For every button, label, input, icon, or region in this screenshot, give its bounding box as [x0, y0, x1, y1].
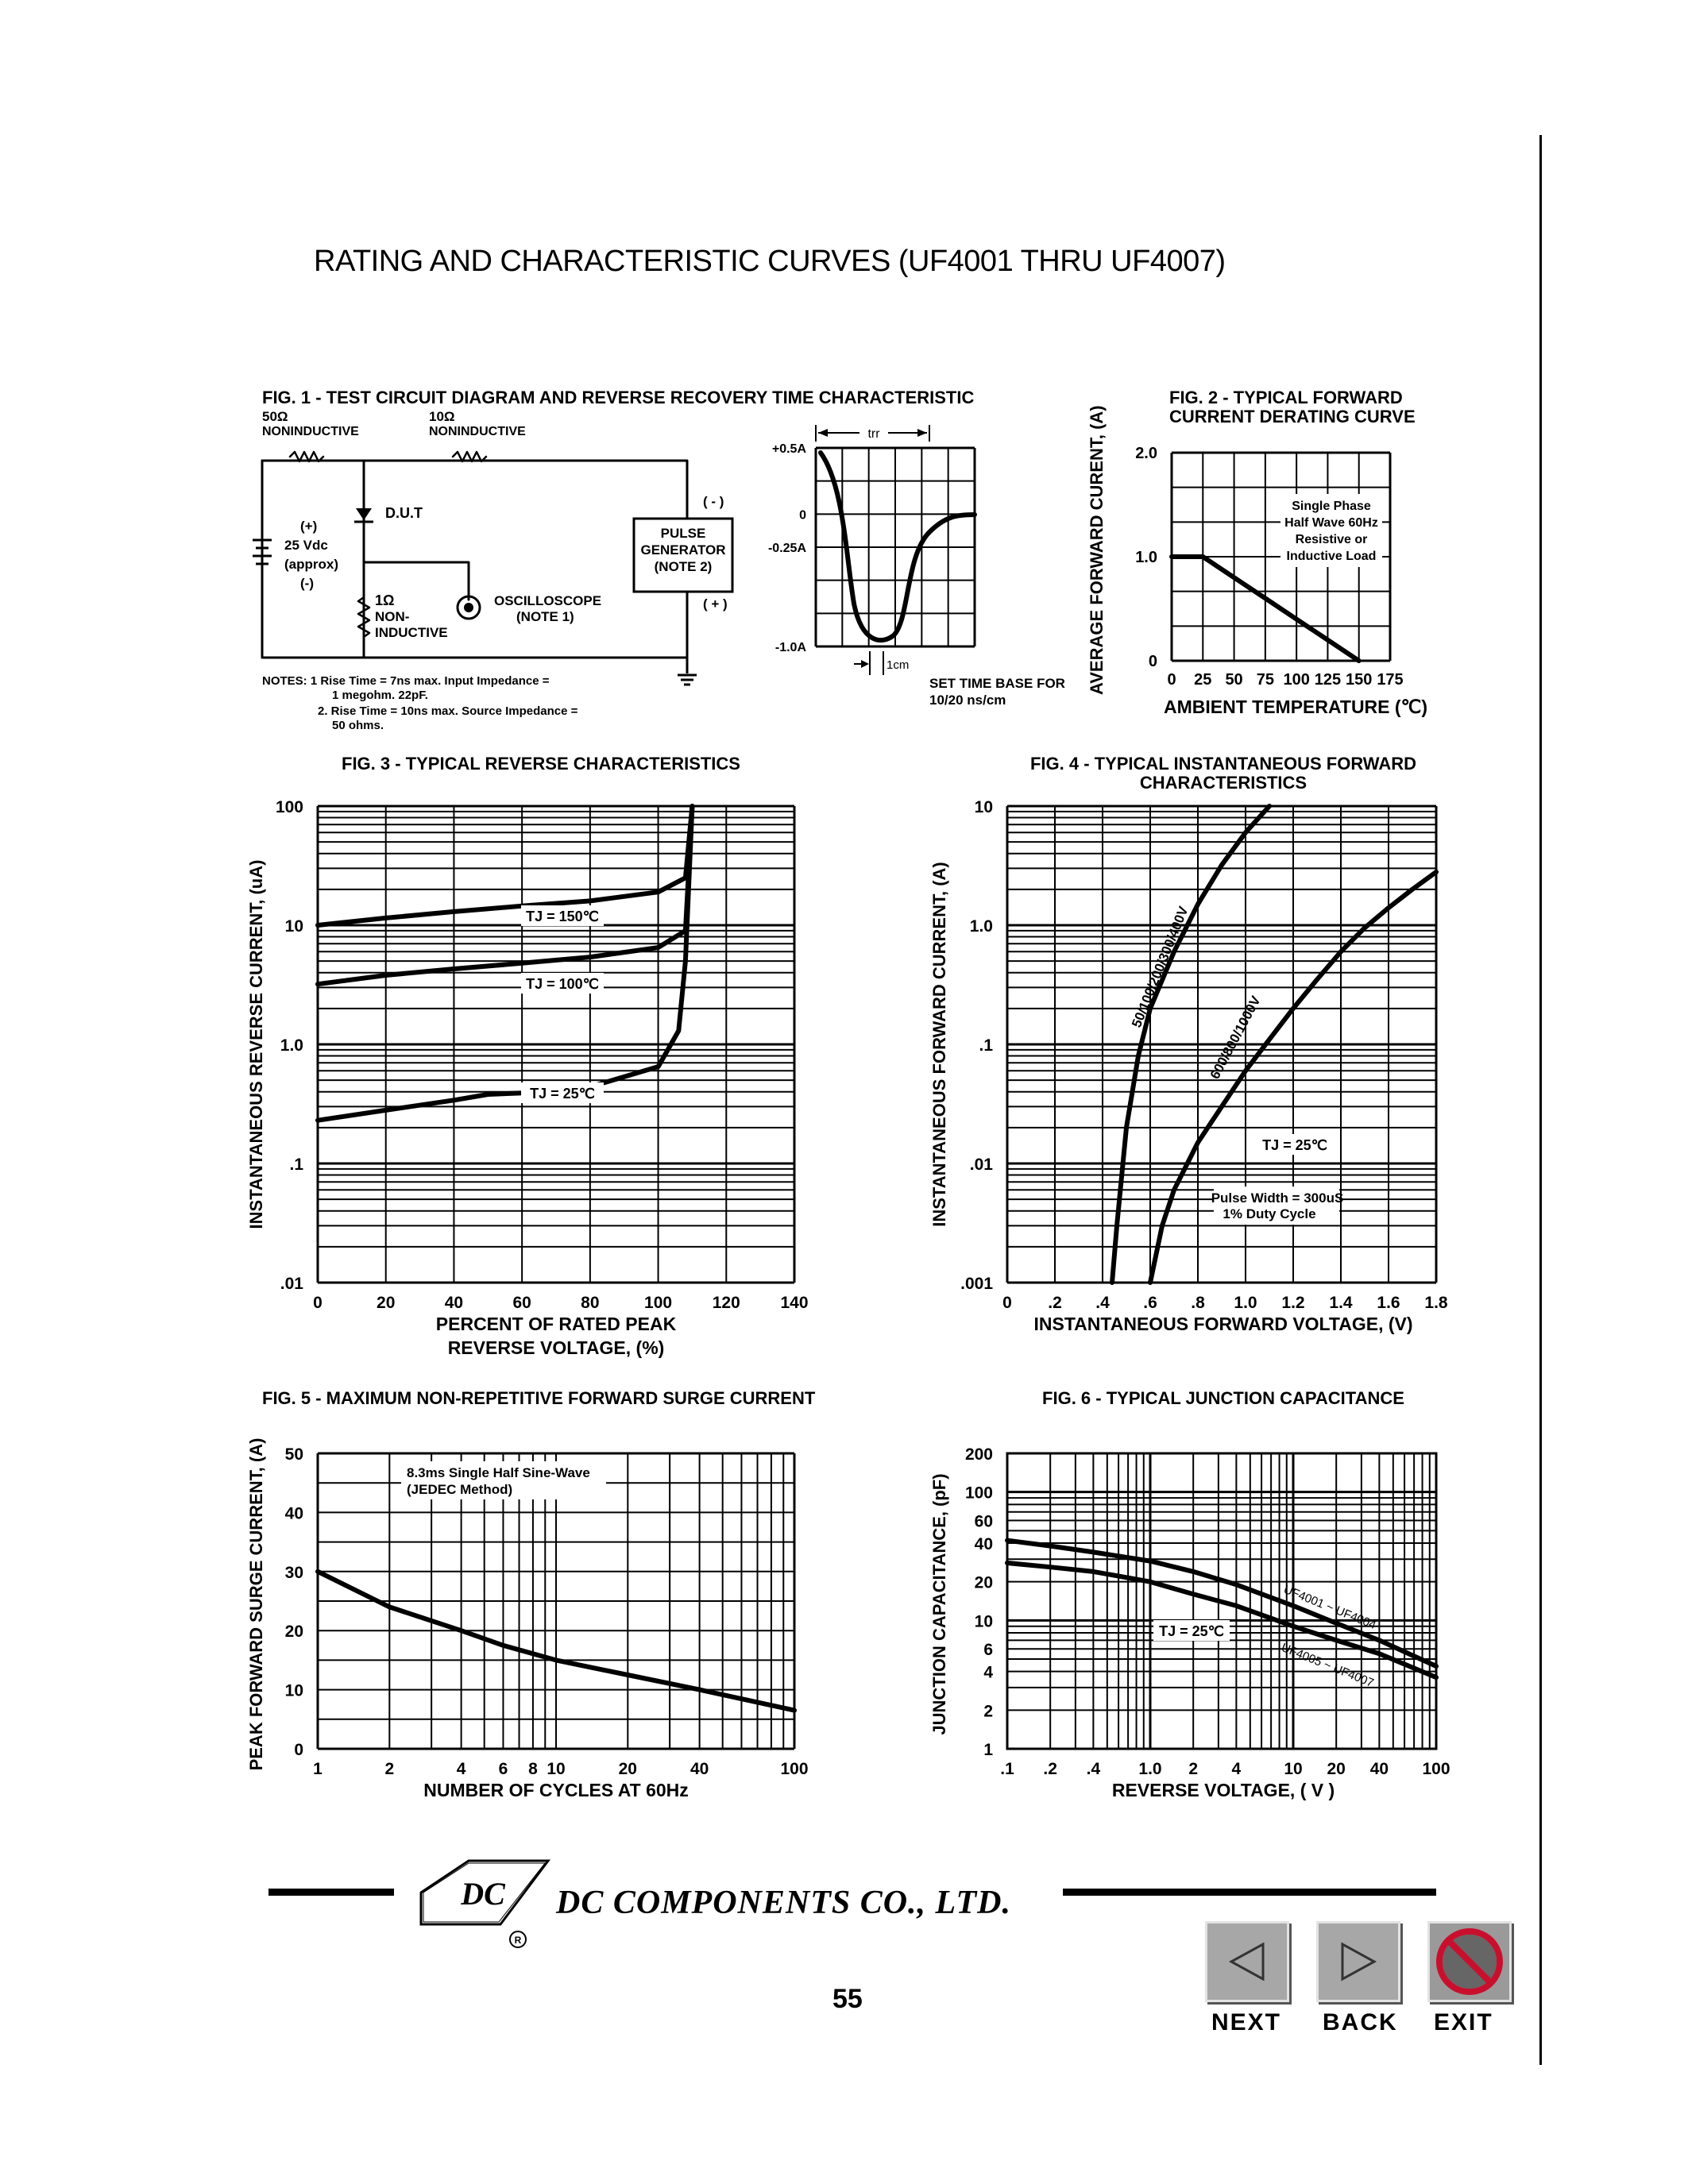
fig5-x-tick: 1 [313, 1760, 323, 1778]
fig3-x-tick: 80 [581, 1294, 600, 1312]
fig5-y-tick: 40 [284, 1504, 303, 1523]
fig4-note-pulse: Pulse Width = 300uS [1211, 1190, 1344, 1206]
fig4-series-label-1: 600/800/1000V [1207, 994, 1264, 1082]
fig6-y-tick: 40 [974, 1535, 993, 1554]
battery-plus: (+) [300, 519, 318, 534]
fig5-x-tick: 6 [498, 1760, 508, 1778]
fig6-x-tick: .4 [1086, 1760, 1101, 1778]
fig6-x-tick: .1 [1000, 1760, 1014, 1778]
left-triangle-icon [1207, 1924, 1287, 2000]
battery-voltage: 25 Vdc [284, 538, 328, 553]
fig5-xlabel: NUMBER OF CYCLES AT 60Hz [423, 1780, 689, 1800]
right-triangle-icon [1319, 1924, 1398, 2000]
fig6-x-tick: 20 [1327, 1760, 1346, 1778]
fig2-x-tick: 175 [1377, 671, 1404, 689]
fig4-note-duty: 1% Duty Cycle [1223, 1206, 1316, 1221]
fig4-x-tick: 1.2 [1281, 1294, 1305, 1312]
r1-value: 1Ω [375, 592, 395, 608]
fig5-annotation: 8.3ms Single Half Sine-Wave [407, 1465, 590, 1480]
fig3-ylabel: INSTANTANEOUS REVERSE CURRENT, (uA) [246, 859, 266, 1229]
fig6-x-tick: 2 [1188, 1760, 1199, 1778]
fig6-title: FIG. 6 - TYPICAL JUNCTION CAPACITANCE [1042, 1388, 1404, 1408]
fig6-x-tick: 100 [1422, 1760, 1450, 1778]
fig5-x-tick: 20 [618, 1760, 637, 1778]
diode-symbol [356, 508, 372, 520]
fig2-ylabel: AVERAGE FORWARD CURENT, (A) [1087, 405, 1107, 695]
fig5-y-tick: 0 [294, 1741, 303, 1759]
fig4-y-tick: 1.0 [969, 917, 993, 936]
rr-y-label: +0.5A [771, 442, 806, 456]
fig4-y-tick: .1 [979, 1036, 993, 1055]
company-logo-text: DC [461, 1876, 505, 1912]
battery-approx: (approx) [284, 557, 338, 572]
no-entry-icon [1430, 1924, 1509, 2000]
fig3-y-tick: 10 [284, 917, 303, 936]
fig4-ylabel: INSTANTANEOUS FORWARD CURRENT, (A) [929, 862, 949, 1227]
fig2-title-2: CURRENT DERATING CURVE [1169, 407, 1416, 426]
fig5-x-tick: 8 [528, 1760, 538, 1778]
trr-arrowhead [818, 429, 828, 437]
fig2-x-tick: 100 [1283, 671, 1310, 689]
page-number: 55 [832, 1984, 863, 2014]
fig5-title: FIG. 5 - MAXIMUM NON-REPETITIVE FORWARD SURGE CURRENT [262, 1388, 816, 1408]
fig6-series-label-1: UF4005 ~ UF4007 [1279, 1640, 1376, 1691]
r50-value: 50Ω [262, 409, 288, 424]
back-button[interactable] [1316, 1921, 1400, 2002]
pg-plus: ( + ) [703, 596, 728, 612]
fig2-annotation: Half Wave 60Hz [1284, 516, 1378, 530]
fig3-y-tick: 1.0 [280, 1036, 303, 1055]
fig4-title: FIG. 4 - TYPICAL INSTANTANEOUS FORWARD [1029, 754, 1417, 774]
next-button[interactable] [1205, 1921, 1289, 2002]
fig6-y-tick: 2 [983, 1702, 993, 1721]
oscilloscope-label: OSCILLOSCOPE [494, 593, 602, 608]
fig4-x-tick: 1.6 [1377, 1294, 1400, 1312]
fig3-title: FIG. 3 - TYPICAL REVERSE CHARACTERISTICS [342, 754, 740, 774]
fig6-xlabel: REVERSE VOLTAGE, ( V ) [1111, 1780, 1335, 1800]
battery-minus: (-) [300, 576, 314, 591]
timebase-label: SET TIME BASE FOR [929, 676, 1065, 691]
fig4-note-tj: TJ = 25℃ [1262, 1137, 1327, 1153]
company-name: DC COMPONENTS CO., LTD. [556, 1885, 1011, 1921]
fig6-y-tick: 200 [964, 1445, 993, 1464]
fig4-series-label-0: 50/100/200/300/400V [1129, 904, 1192, 1030]
fig3-x-tick: 0 [313, 1294, 323, 1312]
fig6-y-tick: 20 [974, 1573, 993, 1592]
notes-line3: 2. Rise Time = 10ns max. Source Impedance = [318, 704, 578, 718]
fig2-y-tick: 0 [1148, 653, 1157, 670]
fig4-x-tick: .8 [1191, 1294, 1205, 1312]
fig5-y-tick: 20 [284, 1623, 303, 1642]
fig2-y-tick: 1.0 [1135, 549, 1157, 566]
fig2-annotation: Resistive or [1295, 533, 1368, 546]
trr-label: trr [867, 427, 880, 441]
fig6-y-tick: 100 [964, 1484, 993, 1503]
fig5-y-tick: 10 [284, 1681, 303, 1700]
fig5-x-tick: 100 [780, 1760, 809, 1778]
notes-line1: NOTES: 1 Rise Time = 7ns max. Input Impedance = [262, 674, 550, 688]
exit-label: EXIT [1434, 2009, 1493, 2035]
fig4-title-2: CHARACTERISTICS [1139, 773, 1308, 793]
fig3-series-label: TJ = 100℃ [526, 976, 599, 992]
timebase-label2: 10/20 ns/cm [929, 693, 1006, 708]
fig4-x-tick: 1.4 [1329, 1294, 1353, 1312]
fig3-x-tick: 120 [712, 1294, 740, 1312]
fig6-y-tick: 4 [983, 1663, 993, 1682]
fig5-x-tick: 4 [456, 1760, 466, 1778]
r10-value: 10Ω [429, 409, 455, 424]
rr-y-label: -1.0A [774, 641, 806, 654]
fig5-annotation: (JEDEC Method) [407, 1482, 513, 1497]
fig2-x-tick: 150 [1346, 671, 1373, 689]
notes-line2: 1 megohm. 22pF. [332, 689, 428, 702]
cm-arrowhead [861, 660, 869, 668]
oscilloscope-center [464, 603, 473, 612]
fig2-title: FIG. 2 - TYPICAL FORWARD [1169, 388, 1403, 407]
fig4-x-tick: 1.0 [1234, 1294, 1257, 1312]
rr-y-label: -0.25A [767, 542, 806, 555]
fig5-y-tick: 50 [284, 1445, 303, 1464]
fig6-x-tick: 1.0 [1138, 1760, 1162, 1778]
fig4-x-tick: .2 [1048, 1294, 1062, 1312]
fig4-x-tick: 0 [1002, 1294, 1012, 1312]
oscilloscope-note: (NOTE 1) [516, 609, 574, 624]
fig6-x-tick: 40 [1369, 1760, 1389, 1778]
fig4-y-tick: 10 [974, 798, 993, 816]
fig2-xlabel: AMBIENT TEMPERATURE (℃) [1164, 696, 1428, 717]
fig5-y-tick: 30 [284, 1563, 303, 1582]
dut-label: D.U.T [385, 505, 423, 521]
fig4-y-tick: .001 [960, 1275, 993, 1293]
fig6-y-tick: 60 [974, 1512, 993, 1531]
fig4-x-tick: 1.8 [1424, 1294, 1448, 1312]
fig2-x-tick: 125 [1314, 671, 1342, 689]
fig3-x-tick: 20 [377, 1294, 396, 1312]
fig4-x-tick: .6 [1143, 1294, 1157, 1312]
page-title: RATING AND CHARACTERISTIC CURVES (UF4001 THRU UF4007) [314, 245, 1226, 278]
fig5-ylabel: PEAK FORWARD SURGE CURRENT, (A) [246, 1437, 266, 1771]
pg-note: (NOTE 2) [654, 559, 713, 574]
fig2-x-tick: 0 [1167, 671, 1176, 689]
r1-non: NON- [375, 609, 410, 624]
r1-inductive: INDUCTIVE [375, 625, 448, 640]
registered-mark-letter: R [514, 1935, 522, 1946]
next-label: NEXT [1211, 2009, 1282, 2035]
fig6-series-label-0: UF4001 ~ UF4004 [1281, 1582, 1378, 1633]
pg-generator: GENERATOR [640, 542, 726, 558]
notes-line4: 50 ohms. [332, 719, 384, 732]
fig3-x-tick: 100 [644, 1294, 673, 1312]
fig4-x-tick: .4 [1095, 1294, 1110, 1312]
exit-button[interactable] [1427, 1921, 1512, 2002]
fig3-x-tick: 140 [780, 1294, 809, 1312]
fig3-y-tick: 100 [275, 798, 303, 816]
fig4-y-tick: .01 [969, 1156, 993, 1174]
pg-minus: ( - ) [703, 494, 724, 509]
fig6-y-tick: 10 [974, 1612, 993, 1631]
pg-pulse: PULSE [660, 526, 706, 541]
fig3-y-tick: .01 [280, 1275, 303, 1293]
fig2-annotation: Inductive Load [1286, 550, 1377, 563]
fig3-series-label: TJ = 150℃ [526, 909, 599, 924]
fig3-x-tick: 60 [512, 1294, 531, 1312]
fig6-x-tick: 10 [1284, 1760, 1303, 1778]
fig3-series-label: TJ = 25℃ [530, 1086, 595, 1102]
fig6-y-tick: 1 [983, 1741, 993, 1759]
fig2-annotation: Single Phase [1292, 500, 1371, 513]
fig3-y-tick: .1 [289, 1156, 303, 1174]
trr-arrowhead [917, 429, 927, 437]
fig3-xlabel: PERCENT OF RATED PEAK [435, 1314, 677, 1334]
fig2-y-tick: 2.0 [1135, 445, 1157, 462]
fig6-ylabel: JUNCTION CAPACITANCE, (pF) [929, 1473, 949, 1735]
fig3-x-tick: 40 [444, 1294, 464, 1312]
fig6-y-tick: 6 [983, 1641, 993, 1660]
rr-y-label: 0 [799, 508, 806, 523]
wire-top [262, 461, 687, 519]
fig5-x-tick: 40 [689, 1760, 709, 1778]
r50-label: NONINDUCTIVE [262, 425, 359, 438]
fig6-note: TJ = 25℃ [1159, 1623, 1224, 1639]
fig2-x-tick: 25 [1194, 671, 1212, 689]
footer-rule-left [268, 1889, 394, 1896]
fig5-x-tick: 2 [384, 1760, 395, 1778]
fig5-x-tick: 10 [547, 1760, 566, 1778]
fig2-x-tick: 50 [1225, 671, 1243, 689]
back-label: BACK [1323, 2009, 1398, 2035]
cm-label: 1cm [886, 658, 910, 672]
fig6-x-tick: .2 [1043, 1760, 1057, 1778]
fig1-title: FIG. 1 - TEST CIRCUIT DIAGRAM AND REVERSE RECOVERY TIME CHARACTERISTIC [262, 388, 975, 407]
footer-rule-right [1063, 1889, 1436, 1896]
fig4-xlabel: INSTANTANEOUS FORWARD VOLTAGE, (V) [1033, 1314, 1413, 1334]
fig2-x-tick: 75 [1256, 671, 1274, 689]
fig6-x-tick: 4 [1231, 1760, 1242, 1778]
fig3-xlabel2: REVERSE VOLTAGE, (%) [447, 1337, 665, 1358]
r10-label: NONINDUCTIVE [429, 425, 526, 438]
